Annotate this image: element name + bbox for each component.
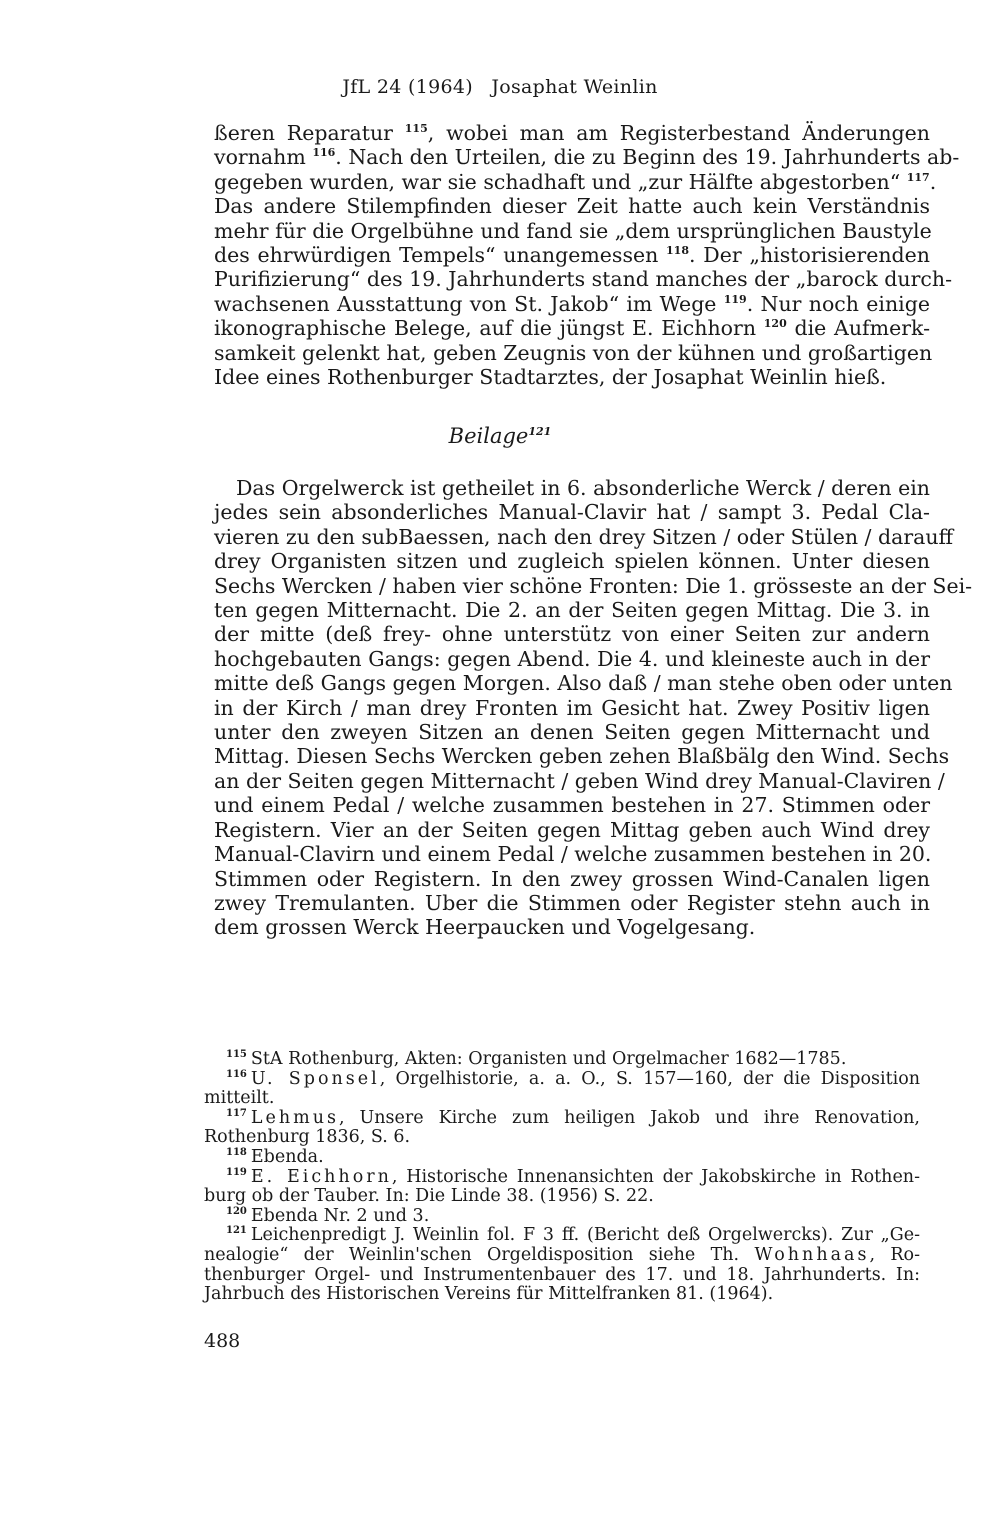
text-segment: vornahm xyxy=(214,145,313,170)
text-segment: Purifizierung“ des 19. Jahrhunderts stand manches der „barock durch- xyxy=(214,267,952,292)
author-name: Wohnhaas xyxy=(754,1244,870,1265)
footnote xyxy=(204,1226,920,1304)
footnote-number: 119 xyxy=(226,1166,247,1178)
section-title-text: Beilage xyxy=(448,424,529,448)
author-name: E. Eichhorn xyxy=(250,1166,392,1187)
footnote-line xyxy=(204,1128,920,1148)
text-line: hochgebauten Gangs: gegen Abend. Die 4. und kleineste auch in der xyxy=(214,646,930,671)
footnote-number: 118 xyxy=(226,1146,247,1158)
footnote-number: 115 xyxy=(226,1049,247,1060)
footnote-number: 116 xyxy=(226,1068,247,1080)
footnote-ref: 119 xyxy=(723,292,747,306)
footnote-line xyxy=(204,1168,920,1188)
text-segment: Ebenda. xyxy=(250,1146,324,1167)
author-name: Lehmus xyxy=(250,1107,339,1128)
text-line xyxy=(214,219,930,243)
text-segment: , Historische Innenansichten der Jakobskirche in Rothen- xyxy=(391,1166,920,1187)
text-line: drey Organisten sitzen und zugleich spielen können. Unter diesen xyxy=(214,549,930,574)
footnotes xyxy=(204,1050,920,1305)
text-segment: , Unsere Kirche zum heiligen Jakob und ihre Renovation, xyxy=(338,1107,920,1128)
section-title-footnote-ref: 121 xyxy=(528,425,552,438)
text-segment: Leichenpredigt J. Weinlin fol. F 3 ff. (Bericht deß Orgelwercks). Zur „Ge- xyxy=(250,1225,920,1246)
footnote-line xyxy=(204,1089,920,1109)
running-head xyxy=(0,76,1000,98)
text-line: dem grossen Werck Heerpaucken und Vogelgesang. xyxy=(214,915,756,940)
footnote-line xyxy=(204,1226,920,1246)
text-line xyxy=(214,267,952,292)
author-name: U. Sponsel xyxy=(250,1068,380,1089)
text-segment: wachsenen Ausstattung von St. Jakob“ im Wege xyxy=(214,291,724,316)
text-segment: burg ob der Tauber. In: Die Linde 38. (1956) S. 22. xyxy=(204,1186,654,1207)
text-segment: StA Rothenburg, Akten: Organisten und Orgelmacher 1682—1785. xyxy=(250,1049,847,1069)
text-segment: mitteilt. xyxy=(204,1088,275,1109)
text-line: mitte deß Gangs gegen Morgen. Also daß / man stehe oben oder unten xyxy=(214,671,953,696)
paragraph-beilage xyxy=(214,476,973,940)
text-line: zwey Tremulanten. Uber die Stimmen oder Register stehn auch in xyxy=(214,890,930,915)
text-segment: ikonographische Belege, auf die jüngst E. Eichhorn xyxy=(214,316,764,341)
text-line: Registern. Vier an der Seiten gegen Mittag geben auch Wind drey xyxy=(214,817,930,842)
footnote-ref: 115 xyxy=(404,122,428,135)
text-line xyxy=(214,340,933,365)
text-segment: Ebenda Nr. 2 und 3. xyxy=(250,1205,430,1226)
footnote-number: 121 xyxy=(226,1225,247,1237)
footnote-line xyxy=(204,1266,920,1286)
footnote xyxy=(204,1070,920,1109)
footnote-number: 120 xyxy=(226,1205,247,1217)
footnote-line xyxy=(204,1285,920,1305)
section-title xyxy=(0,424,1000,448)
text-line xyxy=(214,292,930,316)
text-segment: thenburger Orgel- und Instrumentenbauer des 17. und 18. Jahrhunderts. In: xyxy=(204,1264,920,1285)
footnote-line xyxy=(204,1109,920,1129)
footnote-ref: 118 xyxy=(666,244,689,258)
text-line xyxy=(214,169,937,194)
footnote-line xyxy=(204,1148,920,1168)
text-line xyxy=(214,121,930,145)
text-segment: nealogie“ der Weinlin'schen Orgeldisposition siehe Th. xyxy=(204,1244,755,1265)
text-segment: Rothenburg 1836, S. 6. xyxy=(204,1127,411,1148)
footnote-line xyxy=(204,1050,920,1070)
footnote xyxy=(204,1207,920,1227)
text-line: Stimmen oder Registern. In den zwey grossen Wind-Canalen ligen xyxy=(214,866,930,891)
page-number: 488 xyxy=(204,1330,241,1352)
text-segment: . Der „historisierenden xyxy=(689,243,930,268)
text-line: der mitte (deß frey- ohne unterstütz von einer Seiten zur andern xyxy=(214,622,930,647)
text-segment: . xyxy=(929,169,937,194)
text-segment: . Nach den Urteilen, die zu Beginn des 19. Jahrhunderts ab- xyxy=(335,145,960,170)
text-line: vieren zu den subBaessen, nach den drey Sitzen / oder Stülen / darauff xyxy=(214,524,954,549)
text-line: Sechs Wercken / haben vier schöne Fronten: Die 1. grösseste an der Sei- xyxy=(214,573,973,598)
footnote xyxy=(204,1148,920,1168)
text-segment: Jahrbuch des Historischen Vereins für Mittelfranken 81. (1964). xyxy=(204,1284,774,1305)
paragraph-main xyxy=(214,121,960,390)
footnote-line xyxy=(204,1187,920,1207)
footnote-ref: 117 xyxy=(906,170,930,184)
text-segment: des ehrwürdigen Tempels“ unangemessen xyxy=(214,243,667,268)
footnote-ref: 116 xyxy=(312,146,336,160)
journal-reference: JfL 24 (1964) xyxy=(342,76,473,98)
text-line: jedes sein absonderliches Manual-Clavir hat / sampt 3. Pedal Cla- xyxy=(214,500,930,525)
text-segment: ßeren Reparatur xyxy=(214,121,405,145)
text-segment: , Ro- xyxy=(869,1244,920,1265)
text-line: Manual-Clavirn und einem Pedal / welche zusammen bestehen in 20. xyxy=(214,842,932,867)
text-segment: gegeben wurden, war sie schadhaft und „zur Hälfte abgestorben“ xyxy=(214,169,907,194)
text-line xyxy=(214,194,930,218)
text-line xyxy=(214,145,960,170)
text-line: Mittag. Diesen Sechs Wercken geben zehen Blaßbälg den Wind. Sechs xyxy=(214,744,950,769)
text-line: ten gegen Mitternacht. Die 2. an der Seiten gegen Mittag. Die 3. in xyxy=(214,598,930,623)
footnote xyxy=(204,1168,920,1207)
text-line xyxy=(214,243,930,267)
running-head-author: Josaphat Weinlin xyxy=(491,76,658,98)
text-line: in der Kirch / man drey Fronten im Gesicht hat. Zwey Positiv ligen xyxy=(214,695,930,720)
text-line xyxy=(214,365,930,389)
text-line: unter den zweyen Sitzen an denen Seiten gegen Mitternacht und xyxy=(214,720,930,745)
text-segment: , Orgelhistorie, a. a. O., S. 157—160, der die Disposition xyxy=(379,1068,921,1089)
footnote-ref: 120 xyxy=(763,317,787,331)
footnote-line xyxy=(204,1207,920,1227)
text-segment: , wobei man am Registerbestand Änderungen xyxy=(427,121,931,145)
text-segment: die Aufmerk- xyxy=(786,316,930,341)
text-segment: samkeit gelenkt hat, geben Zeugnis von der kühnen und großartigen xyxy=(214,340,933,365)
text-line: Das Orgelwerck ist getheilet in 6. absonderliche Werck / deren ein xyxy=(236,476,930,500)
footnote xyxy=(204,1109,920,1148)
footnote-line xyxy=(204,1246,920,1266)
text-segment: mehr für die Orgelbühne und fand sie „dem ursprünglichen Baustyle xyxy=(214,218,932,243)
text-segment: Das andere Stilempfinden dieser Zeit hatte auch kein Verständnis xyxy=(214,194,930,219)
footnote-number: 117 xyxy=(226,1107,247,1119)
footnote xyxy=(204,1050,920,1070)
text-line: an der Seiten gegen Mitternacht / geben Wind drey Manual-Claviren / xyxy=(214,768,945,793)
footnote-line xyxy=(204,1070,920,1090)
text-line: und einem Pedal / welche zusammen bestehen in 27. Stimmen oder xyxy=(214,793,930,818)
text-segment: . Nur noch einige xyxy=(746,291,930,316)
text-line xyxy=(214,316,930,340)
text-segment: Idee eines Rothenburger Stadtarztes, der Josaphat Weinlin hieß. xyxy=(214,365,887,390)
